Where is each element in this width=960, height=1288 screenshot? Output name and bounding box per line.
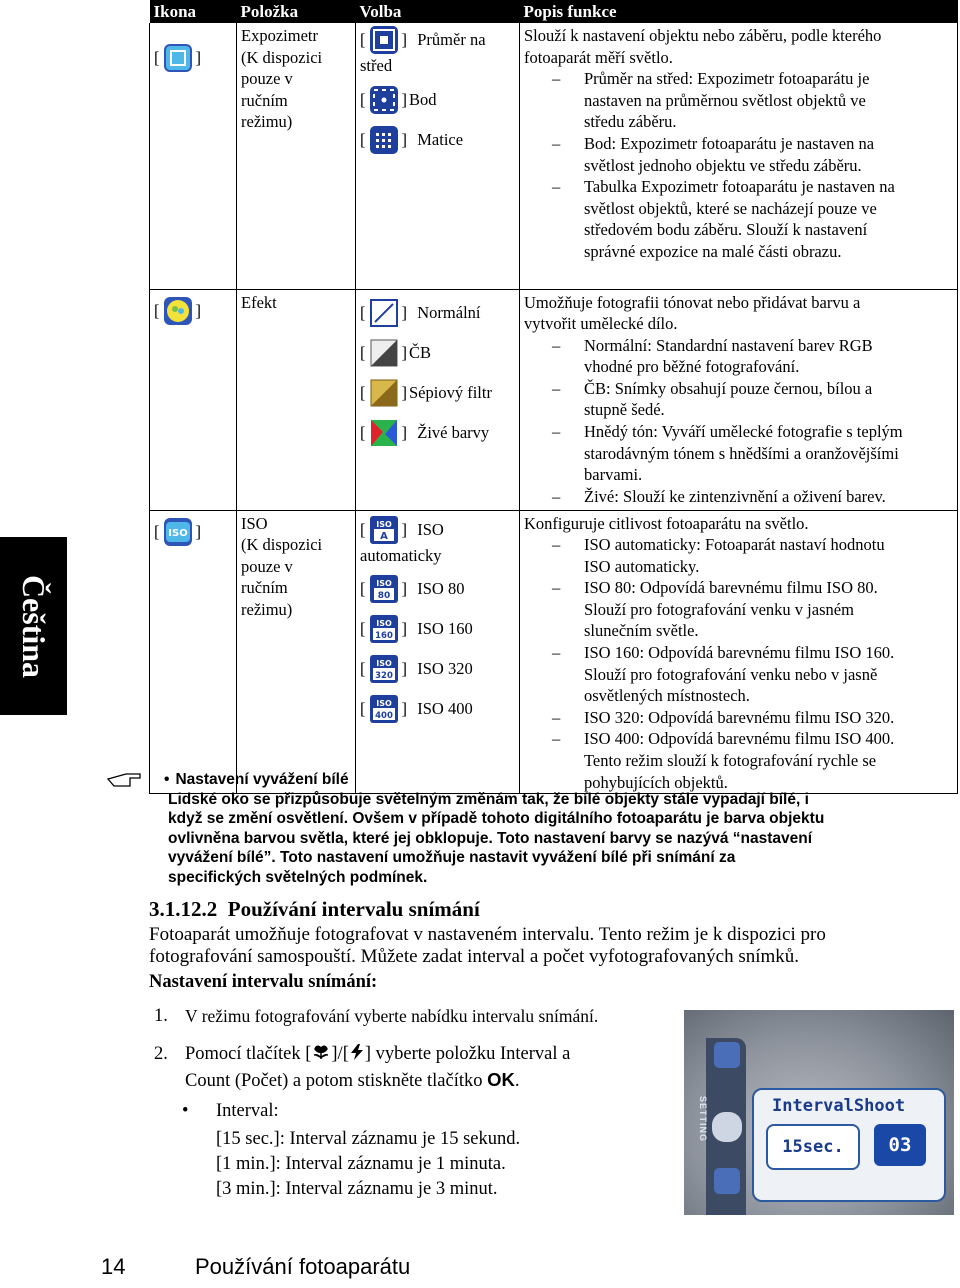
svg-text:ISO: ISO [375,619,392,629]
step-2-line-2: Count (Počet) a potom stiskněte tlačítko OK. [185,1069,520,1091]
desc-text: Hnědý tón: Vyváří umělecké fotografie s teplým [584,422,903,442]
desc-line: světlost objektů, které se nacházejí pouze ve [584,198,877,218]
mode-icon [714,1042,740,1068]
effect-icon [163,296,193,326]
matrix-icon [369,125,399,155]
step-1-number: 1. [154,1006,168,1026]
footer-chapter: Používání fotoaparátu [195,1254,411,1279]
bw-effect-icon [369,338,399,368]
spot-icon [369,85,399,115]
interval-line: [3 min.]: Interval záznamu je 3 minut. [216,1179,498,1199]
desc-text: ČB: Snímky obsahují pouze černou, bílou a [584,378,873,398]
iso-icon [163,517,193,547]
desc-text: Průměr na střed: Expozimetr fotoaparátu je [584,69,870,89]
desc-line: barvami. [584,465,643,485]
header-icon: Ikona [150,0,237,23]
item-line: (K dispozici [241,535,323,555]
desc-text: Živé: Slouží ke zintenzivnění a oživení barev. [584,486,886,506]
note-line: specifických světelných podmínek. [168,868,428,886]
desc-line: vytvořit umělecké dílo. [524,314,678,334]
iso-160-icon [369,614,399,644]
desc-line: vhodné pro běžné fotografování. [584,357,800,377]
description-cell [520,510,958,794]
paragraph-line: fotografování samospouští. Můžete zadat interval a počet vyfotografovaných snímků. [149,946,800,967]
item-line: Efekt [241,292,277,312]
desc-text: ISO 400: Odpovídá barevnému filmu ISO 400. [584,729,895,749]
desc-bullet [524,707,953,729]
note-line: vyvážení bílé”. Toto nastavení umožňuje nastavit vyvážení bílé při snímání za [168,849,736,866]
bullet-dot-interval: • [182,1101,189,1121]
vivid-effect-icon [369,418,399,448]
desc-line: Umožňuje fotografii tónovat nebo přidávat barvu a [524,292,861,312]
svg-text:160: 160 [374,631,393,642]
option-cell: [ ] Normální [ ] ČB [ ] Sépiový filtr [ ] Živé barvy [356,289,520,510]
section-heading: 3.1.12.2 Používání intervalu snímání [149,897,480,921]
option-iso-auto: ISO [417,519,444,539]
option-bw: ČB [409,342,432,362]
setting-icon [714,1168,740,1194]
svg-text:ISO: ISO [375,659,392,669]
desc-line: Slouží k nastavení objektu nebo záběru, podle kterého [524,26,882,45]
item-cell [237,289,356,510]
setting-label: SETTING [698,1096,708,1143]
desc-text: Bod: Expozimetr fotoaparátu je nastaven na [584,133,875,153]
bullet-dot: • [164,771,170,788]
item-cell [237,23,356,289]
svg-text:320: 320 [374,671,393,682]
interval-line: [15 sec.]: Interval záznamu je 15 sekund. [216,1129,521,1149]
item-line: pouze v [241,69,293,89]
language-tab-label: Čeština [16,574,53,678]
count-value[interactable]: 03 [874,1124,926,1166]
desc-bullet [524,728,953,750]
desc-line: středu záběru. [584,112,677,132]
option-sepia: Sépiový filtr [409,382,492,402]
icon-cell: [ ISO ] [150,510,237,794]
desc-line: Slouží pro fotografování venku nebo v jasně [584,664,878,684]
normal-effect-icon [369,298,399,328]
desc-text: ISO 320: Odpovídá barevnému filmu ISO 320. [584,707,895,727]
svg-text:ISO: ISO [375,579,392,589]
page-number: 14 [101,1254,126,1279]
table-row [150,289,958,510]
dialog-title: IntervalShoot [772,1096,906,1116]
desc-bullet [524,486,953,508]
note-title-row [106,770,956,790]
note-line: Lidské oko se přizpůsobuje světelným změnám tak, že bílé objekty stále vypadají bílé, i [168,790,809,808]
icon-cell: [ ] [150,289,237,510]
desc-line: starodávným tónem s hnědšími a oranžovějšími [584,443,899,463]
step-2-part-c: ] vyberte položku Interval a [364,1044,571,1064]
macro-flower-icon [311,1043,331,1061]
note-body [106,790,956,888]
desc-line: fotoaparát měří světlo. [524,47,673,67]
description-cell [520,23,958,289]
note-title: Nastavení vyvážení bílé [175,771,349,788]
note-line: ovlivněna barvou světla, které jej obklopuje. Toto nastavení barvy se nazývá “nastavení [168,829,813,847]
iso-320-icon [369,654,399,684]
option-spot: Bod [409,89,437,109]
pointing-hand-icon [106,771,144,789]
option-center-weighted-cont: střed [360,56,393,75]
item-line: (K dispozici [241,47,323,67]
table-row [150,510,958,794]
desc-text: ISO automaticky: Fotoaparát nastaví hodnotu [584,535,885,555]
option-iso-160: ISO 160 [417,619,473,639]
iso-auto-icon [369,515,399,545]
option-matrix: Matice [417,129,464,149]
header-option: Volba [356,0,520,23]
step-1-text: V režimu fotografování vyberte nabídku intervalu snímání. [185,1006,599,1026]
desc-text: ISO 80: Odpovídá barevnému filmu ISO 80. [584,578,878,598]
desc-line: slunečním světle. [584,621,699,641]
desc-bullet [524,68,953,90]
header-description: Popis funkce [520,0,958,23]
desc-text: ISO 160: Odpovídá barevnému filmu ISO 160. [584,643,895,663]
svg-text:80: 80 [377,591,390,602]
desc-bullet [524,378,953,400]
desc-line: osvětlených místnostech. [584,686,750,706]
item-line: ISO [241,513,268,533]
desc-line: nastaven na průměrnou světlost objektů ve [584,90,866,110]
option-iso-auto-cont: automaticky [360,545,442,565]
desc-line: stupně šedé. [584,400,665,420]
desc-line: správné expozice na malé části obrazu. [584,241,842,261]
svg-text:ISO: ISO [167,527,188,539]
desc-bullet [524,642,953,664]
option-normal: Normální [417,302,481,322]
language-tab [0,537,67,715]
option-iso-320: ISO 320 [417,659,473,679]
interval-mode-icon [712,1112,742,1142]
header-item: Položka [237,0,356,23]
svg-text:ISO: ISO [375,699,392,709]
desc-bullet [524,577,953,599]
item-line: pouze v [241,556,293,576]
item-line: režimu) [241,112,293,132]
step-2-line-2-text: Count (Počet) a potom stiskněte tlačítko [185,1071,488,1091]
iso-400-icon [369,694,399,724]
item-cell [237,510,356,794]
item-line: Expozimetr [241,26,318,45]
exposure-meter-icon [163,43,193,73]
step-2-part-b: ]/[ [331,1044,349,1064]
item-line: režimu) [241,599,293,619]
interval-line: [1 min.]: Interval záznamu je 1 minuta. [216,1154,506,1174]
option-iso-80: ISO 80 [417,579,465,599]
svg-text:A: A [379,530,388,542]
option-cell: [ ISO A ] ISO automaticky [ ISO 80 ] ISO 80 [ ISO 160 ] ISO 160 [ ISO 320 ] ISO 320 [ ISO 400 ] ISO 400 [356,510,520,794]
step-2-text [185,1041,570,1067]
camera-screenshot [684,1010,954,1215]
desc-text: Tabulka Expozimetr fotoaparátu je nastaven na [584,177,895,197]
desc-bullet [524,176,953,198]
option-iso-400: ISO 400 [417,699,473,719]
function-table [149,0,958,794]
desc-line: středovém bodu záběru. Slouží k nastavení [584,220,868,240]
desc-bullet [524,335,953,357]
svg-text:400: 400 [374,711,393,722]
flash-icon [349,1043,365,1061]
section-subheading: Nastavení intervalu snímání: [149,972,378,992]
item-line: ručním [241,578,288,598]
step-2-number: 2. [154,1044,168,1064]
desc-line: Konfiguruje citlivost fotoaparátu na světlo. [524,513,809,533]
desc-bullet [524,133,953,155]
paragraph-line: Fotoaparát umožňuje fotografovat v nastaveném intervalu. Tento režim je k dispozici pro [149,924,826,945]
section-paragraph [149,924,949,968]
interval-label: Interval: [216,1101,279,1121]
table-header-row [150,0,958,23]
sepia-effect-icon [369,378,399,408]
desc-bullet [524,421,953,443]
iso-80-icon [369,574,399,604]
desc-text: Normální: Standardní nastavení barev RGB [584,335,873,355]
table-row [150,23,958,289]
desc-line: ISO automaticky. [584,556,700,576]
interval-value[interactable]: 15sec. [766,1124,860,1170]
white-balance-note [106,770,956,887]
desc-line: pohybujících objektů. [584,772,728,792]
desc-line: světlost jednoho objektu ve středu záběru. [584,155,862,175]
option-cell: [ ] Průměr na střed [ ] Bod [ ] Matice [356,23,520,289]
description-cell [520,289,958,510]
item-line: ručním [241,90,288,110]
center-weighted-icon [369,25,399,55]
icon-cell: [ ] [150,23,237,289]
desc-line: Slouží pro fotografování venku v jasném [584,599,854,619]
svg-text:ISO: ISO [375,519,392,529]
desc-line: Tento režim slouží k fotografování rychle se [584,751,877,771]
desc-bullet [524,534,953,556]
note-line: když se změní osvětlení. Ovšem v případě tohoto digitálního fotoaparátu je barva objektu [168,810,825,827]
option-center-weighted: Průměr na [417,30,486,50]
option-vivid: Živé barvy [417,422,490,442]
ok-label: OK [487,1069,515,1090]
step-2-part-a: Pomocí tlačítek [ [185,1044,312,1064]
